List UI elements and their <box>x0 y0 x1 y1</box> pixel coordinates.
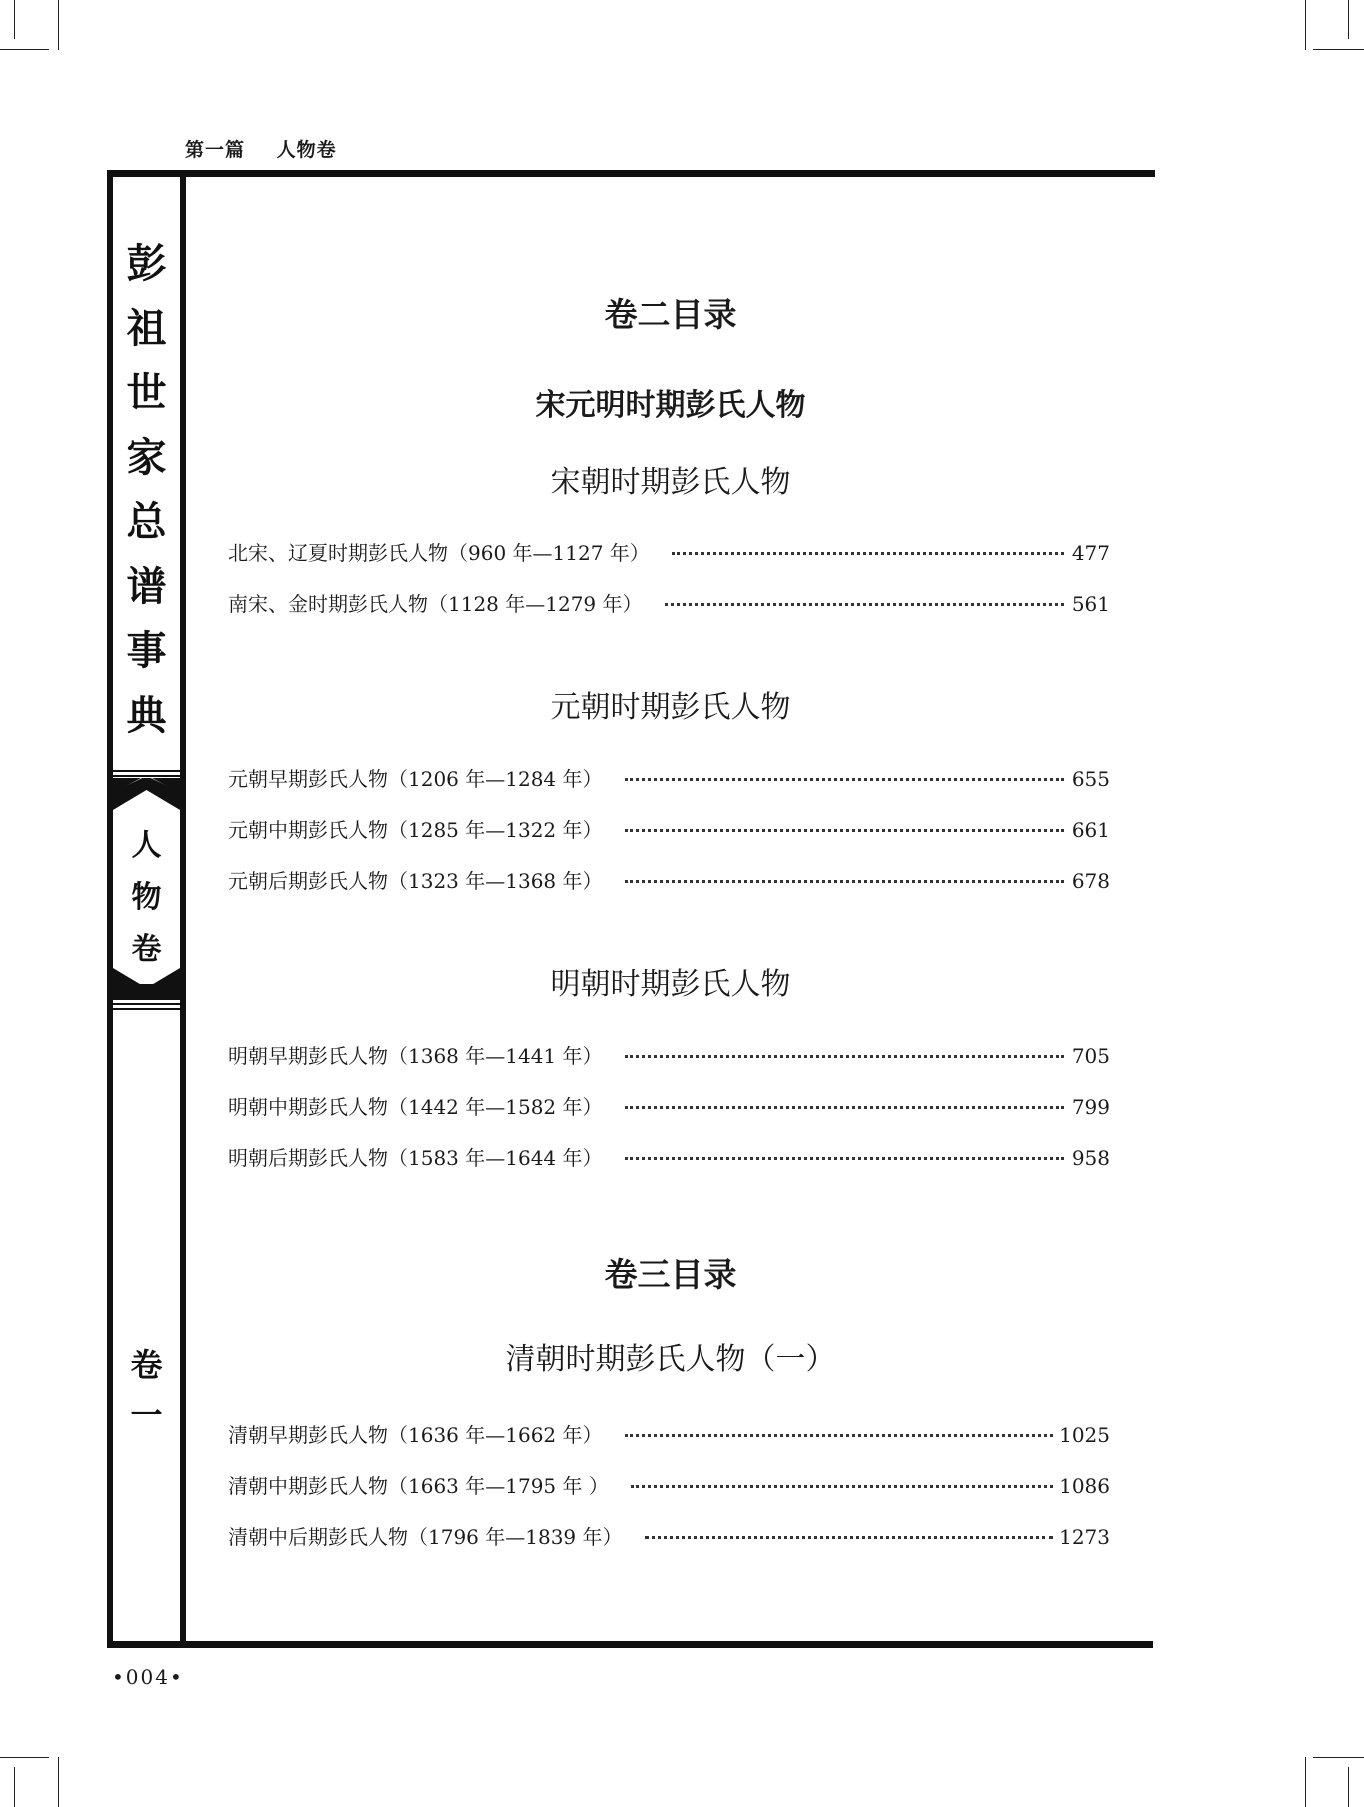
toc-entry-label: 南宋、金时期彭氏人物（1128 年—1279 年） <box>228 592 643 616</box>
toc-leader-dots <box>645 1536 1054 1539</box>
toc-era-heading: 宋元明时期彭氏人物 <box>535 388 806 423</box>
spine-char: 一 <box>130 1396 163 1434</box>
spine-char: 卷 <box>130 1346 163 1384</box>
toc-leader-dots <box>625 1055 1064 1058</box>
frame-bottom-rule <box>107 1641 1153 1648</box>
toc-leader-dots <box>672 552 1064 555</box>
page-number: •004• <box>112 1665 184 1689</box>
toc-entry-page: 561 <box>1071 592 1110 616</box>
toc-leader-dots <box>625 778 1064 781</box>
spine-char: 事 <box>126 628 167 674</box>
crop-mark <box>1305 1757 1306 1807</box>
running-header: 第一篇 人物卷 <box>185 139 337 161</box>
toc-entry-page: 477 <box>1071 541 1110 565</box>
spine-char: 物 <box>131 880 162 915</box>
toc-entry-page: 1086 <box>1059 1474 1110 1498</box>
crop-mark <box>0 49 49 50</box>
toc-entry-label: 元朝后期彭氏人物（1323 年—1368 年） <box>228 869 603 893</box>
toc-leader-dots <box>625 1157 1064 1160</box>
crop-mark <box>1313 1757 1364 1758</box>
toc-content <box>186 177 1155 1641</box>
toc-entry-page: 705 <box>1071 1044 1110 1068</box>
crop-mark <box>58 0 59 50</box>
toc-leader-dots <box>665 603 1064 606</box>
toc-entry[interactable] <box>228 1040 1110 1070</box>
toc-dynasty-heading: 宋朝时期彭氏人物 <box>550 465 791 500</box>
toc-entry-page: 1273 <box>1059 1525 1110 1549</box>
crop-mark <box>58 1757 59 1807</box>
toc-entry-label: 清朝早期彭氏人物（1636 年—1662 年） <box>228 1423 603 1447</box>
spine-char: 典 <box>126 692 167 739</box>
toc-entry-label: 明朝早期彭氏人物（1368 年—1441 年） <box>228 1044 603 1068</box>
toc-entry-label: 明朝中期彭氏人物（1442 年—1582 年） <box>228 1095 603 1119</box>
toc-entry[interactable] <box>228 814 1110 844</box>
spine-char: 总 <box>126 499 167 545</box>
toc-entry[interactable] <box>228 1142 1110 1172</box>
toc-leader-dots <box>625 1434 1054 1437</box>
crop-mark <box>14 1767 15 1807</box>
toc-entry[interactable] <box>228 537 1110 567</box>
spine-divider <box>113 1003 180 1005</box>
crop-mark <box>1348 1767 1349 1807</box>
toc-entry-page: 1025 <box>1059 1423 1110 1447</box>
toc-entry[interactable] <box>228 1419 1110 1449</box>
toc-dynasty-heading: 明朝时期彭氏人物 <box>550 967 791 1002</box>
toc-entry-label: 清朝中后期彭氏人物（1796 年—1839 年） <box>228 1525 623 1549</box>
toc-leader-dots <box>625 880 1064 883</box>
spine-book-title <box>113 232 180 748</box>
toc-leader-dots <box>625 1106 1064 1109</box>
spine-juan-label <box>113 1340 180 1440</box>
toc-entry-label: 清朝中期彭氏人物（1663 年—1795 年 ） <box>228 1474 609 1498</box>
toc-dynasty-heading: 元朝时期彭氏人物 <box>550 690 791 725</box>
toc-entry[interactable] <box>228 1521 1110 1551</box>
toc-leader-dots <box>631 1485 1053 1488</box>
spine-char: 祖 <box>126 305 167 352</box>
toc-entry[interactable] <box>228 1091 1110 1121</box>
toc-entry-label: 元朝中期彭氏人物（1285 年—1322 年） <box>228 818 603 842</box>
spine-volume-label <box>113 820 180 976</box>
toc-volume-title: 卷三目录 <box>604 1255 737 1294</box>
spine-char: 彭 <box>126 241 167 287</box>
toc-entry-label: 元朝早期彭氏人物（1206 年—1284 年） <box>228 767 603 791</box>
toc-entry-page: 655 <box>1071 767 1110 791</box>
toc-entry-label: 明朝后期彭氏人物（1583 年—1644 年） <box>228 1146 603 1170</box>
toc-entry-label: 北宋、辽夏时期彭氏人物（960 年—1127 年） <box>228 541 650 565</box>
crop-mark <box>1313 49 1364 50</box>
crop-mark <box>1348 0 1349 39</box>
crop-mark <box>1305 0 1306 50</box>
toc-entry[interactable] <box>228 588 1110 618</box>
toc-entry-page: 799 <box>1071 1095 1110 1119</box>
spine-char: 人 <box>131 828 162 863</box>
toc-entry-page: 958 <box>1071 1146 1110 1170</box>
spine-char: 家 <box>126 434 167 481</box>
spine-divider <box>113 1008 180 1010</box>
toc-dynasty-heading: 清朝时期彭氏人物（一） <box>505 1342 836 1377</box>
toc-entry[interactable] <box>228 1470 1110 1500</box>
toc-entry-page: 678 <box>1071 869 1110 893</box>
toc-volume-title: 卷二目录 <box>604 295 737 334</box>
badge-bottom-fill <box>113 984 180 1000</box>
spine-char: 卷 <box>131 932 162 967</box>
spine-divider <box>113 770 180 772</box>
toc-entry[interactable] <box>228 865 1110 895</box>
crop-mark <box>14 0 15 39</box>
spine-divider <box>113 775 180 777</box>
toc-entry[interactable] <box>228 763 1110 793</box>
frame-top-rule <box>107 170 1155 177</box>
crop-mark <box>0 1757 49 1758</box>
spine-char: 世 <box>126 370 167 416</box>
toc-entry-page: 661 <box>1071 818 1110 842</box>
spine-char: 谱 <box>126 563 167 610</box>
toc-leader-dots <box>625 829 1064 832</box>
